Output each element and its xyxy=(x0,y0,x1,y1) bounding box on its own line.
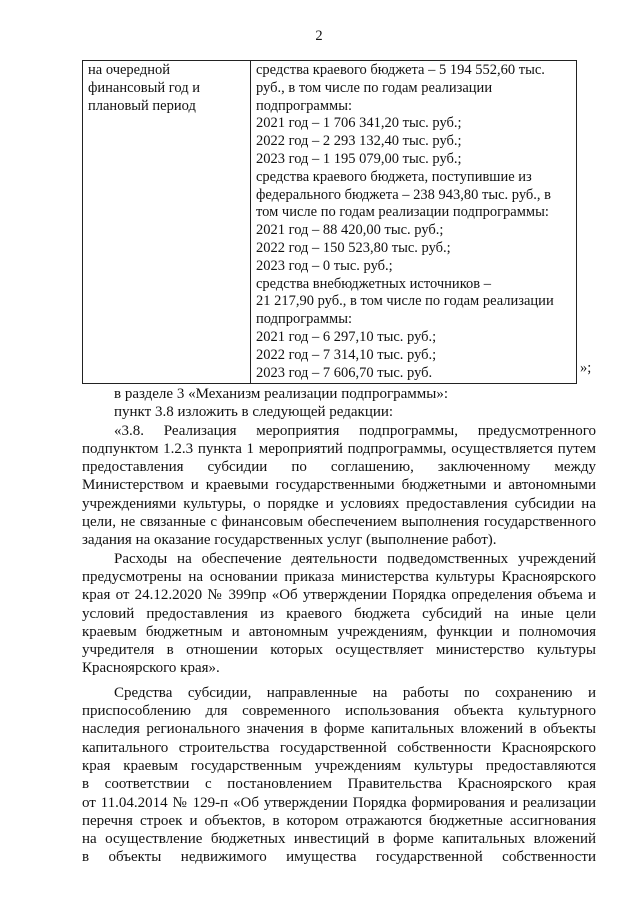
label-line: плановый период xyxy=(88,97,196,114)
funding-table xyxy=(82,60,577,384)
text-line: приспособлению для современного использования объекта культурного xyxy=(82,703,596,720)
value-line: 2021 год – 88 420,00 тыс. руб.; xyxy=(256,222,444,239)
text-line: в разделе 3 «Механизм реализации подпрограммы»: xyxy=(114,386,448,402)
text-line: в объекты недвижимого имущества государственной собственности xyxy=(82,849,596,866)
text-line: в соответствии с постановлением Правительства Красноярского края xyxy=(82,776,596,793)
paragraph-section-3-intro xyxy=(82,385,596,403)
text-line: предусмотрены на основании приказа министерства культуры Красноярского xyxy=(82,568,596,585)
label-line: финансовый год и xyxy=(88,79,200,96)
document-body xyxy=(82,385,596,867)
text-line: перечня строек и объектов, в котором отражаются бюджетные ассигнования xyxy=(82,812,596,829)
funding-label-cell xyxy=(83,61,251,384)
funding-value-cell xyxy=(251,61,577,384)
value-line: подпрограммы: xyxy=(256,97,352,114)
text-line: на осуществление бюджетных инвестиций в форме капитальных вложений xyxy=(82,831,596,848)
text-line: Министерством и краевыми государственными бюджетными и автономными xyxy=(82,477,596,494)
paragraph-point-3-8 xyxy=(82,422,596,550)
text-line: учредителя в отношении которых осуществляет министерство культуры xyxy=(82,642,596,659)
text-line: Средства субсидии, направленные на работы по сохранению и xyxy=(114,684,596,701)
text-line: цели, не связанные с финансовым обеспечением выполнения государственного xyxy=(82,514,596,531)
value-line: 2022 год – 2 293 132,40 тыс. руб.; xyxy=(256,133,462,150)
text-line: края от 24.12.2020 № 399пр «Об утверждении Порядка определения объема и xyxy=(82,587,596,604)
value-line: 21 217,90 руб., в том числе по годам реализации xyxy=(256,293,554,310)
text-line: краевым бюджетным и автономным учреждениям, функции и полномочия xyxy=(82,623,596,640)
page-number: 2 xyxy=(315,28,323,44)
value-line: средства внебюджетных источников – xyxy=(256,275,491,292)
value-line: 2021 год – 1 706 341,20 тыс. руб.; xyxy=(256,115,462,132)
value-line: средства краевого бюджета – 5 194 552,60 тыс. xyxy=(256,62,545,78)
value-line: федерального бюджета – 238 943,80 тыс. руб., в xyxy=(256,186,552,203)
value-line: средства краевого бюджета, поступившие из xyxy=(256,168,532,185)
text-line: условий предоставления из краевого бюджета субсидий на иные цели xyxy=(82,605,596,622)
value-line: 2023 год – 1 195 079,00 тыс. руб.; xyxy=(256,150,462,167)
text-line: капитального строительства государственной собственности Красноярского xyxy=(82,739,596,756)
value-line: 2022 год – 150 523,80 тыс. руб.; xyxy=(256,239,451,256)
value-line: том числе по годам реализации подпрограммы: xyxy=(256,204,549,221)
value-line: руб., в том числе по годам реализации xyxy=(256,79,493,96)
quote-closing-mark: »; xyxy=(580,360,592,376)
paragraph-point-3-8-intro xyxy=(82,403,596,421)
value-line: подпрограммы: xyxy=(256,311,352,328)
text-line: от 11.04.2014 № 129-п «Об утверждении Порядка формирования и реализации xyxy=(82,794,596,811)
text-line: края краевым государственным учреждениям культуры предоставляются xyxy=(82,757,596,774)
text-line: Красноярского края». xyxy=(82,660,220,677)
text-line: предоставления субсидии по соглашению, заключенному между xyxy=(82,459,596,476)
paragraph-expenses xyxy=(82,550,596,678)
text-line: «3.8. Реализация мероприятия подпрограммы, предусмотренного xyxy=(114,422,596,439)
text-line: учреждениями культуры, о порядке и условиях предоставления субсидии на xyxy=(82,495,596,512)
paragraph-subsidy-funds xyxy=(82,684,596,867)
value-line: 2023 год – 0 тыс. руб.; xyxy=(256,257,393,274)
text-line: наследия регионального значения в форме капитальных вложений в объекты xyxy=(82,721,596,738)
value-line: 2022 год – 7 314,10 тыс. руб.; xyxy=(256,346,437,363)
value-line: 2023 год – 7 606,70 тыс. руб. xyxy=(256,364,433,381)
text-line: пункт 3.8 изложить в следующей редакции: xyxy=(114,404,394,421)
label-line: на очередной xyxy=(88,62,171,78)
value-line: 2021 год – 6 297,10 тыс. руб.; xyxy=(256,328,437,345)
text-line: задания на оказание государственных услуг (выполнение работ). xyxy=(82,532,497,549)
text-line: подпунктом 1.2.3 пункта 1 мероприятий подпрограммы, осуществляется путем xyxy=(82,440,596,457)
text-line: Расходы на обеспечение деятельности подведомственных учреждений xyxy=(114,550,596,567)
table-row xyxy=(83,61,577,384)
